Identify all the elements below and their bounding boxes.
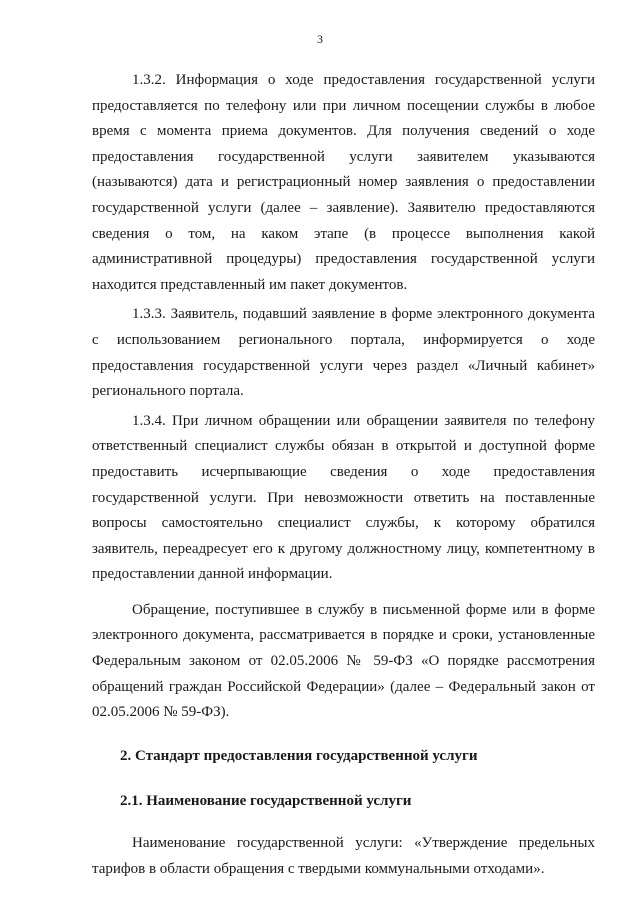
page-number: 3 (317, 32, 323, 46)
heading-section-2: 2. Стандарт предоставления государственной услуги (120, 747, 478, 764)
heading-section-2-1: 2.1. Наименование государственной услуги (120, 793, 412, 810)
paragraph-appeal: Обращение, поступившее в службу в письменной форме или в форме электронного документа, рассматривается в порядке и сроки, установленные Федеральным законом от 02.05.2006 № 59-ФЗ «О порядке рассмотрения обращений граждан Российской Федерации» (далее – Федеральный закон от 02.05.2006 № 59-ФЗ). (92, 601, 595, 721)
paragraph-1-3-3: 1.3.3. Заявитель, подавший заявление в форме электронного документа с использованием регионального портала, информируется о ходе предоставления государственной услуги через раздел «Личный кабинет» регионального портала. (92, 306, 595, 400)
paragraph-service-name: Наименование государственной услуги: «Утверждение предельных тарифов в области обращения с твердыми коммунальными отходами». (92, 835, 595, 877)
paragraph-1-3-2: 1.3.2. Информация о ходе предоставления государственной услуги предоставляется по телефону или при личном посещении службы в любое время с момента приема документов. Для получения сведений о ходе предоставления государственной услуги заявителем указываются (называются) дата и регистрационный номер заявления о предоставлении государственной услуги (далее – заявление). Заявителю предоставляются сведения о том, на каком этапе (в процессе выполнения какой административной процедуры) предоставления государственной услуги находится представленный им пакет документов. (92, 72, 595, 293)
paragraph-1-3-4: 1.3.4. При личном обращении или обращении заявителя по телефону ответственный специалист службы обязан в открытой и доступной форме предоставить исчерпывающие сведения о ходе предоставления государственной услуги. При невозможности ответить на поставленные вопросы самостоятельно специалист службы, к которому обратился заявитель, переадресует его к другому должностному лицу, компетентному в предоставлении данной информации. (92, 412, 595, 583)
document-body (92, 68, 595, 882)
